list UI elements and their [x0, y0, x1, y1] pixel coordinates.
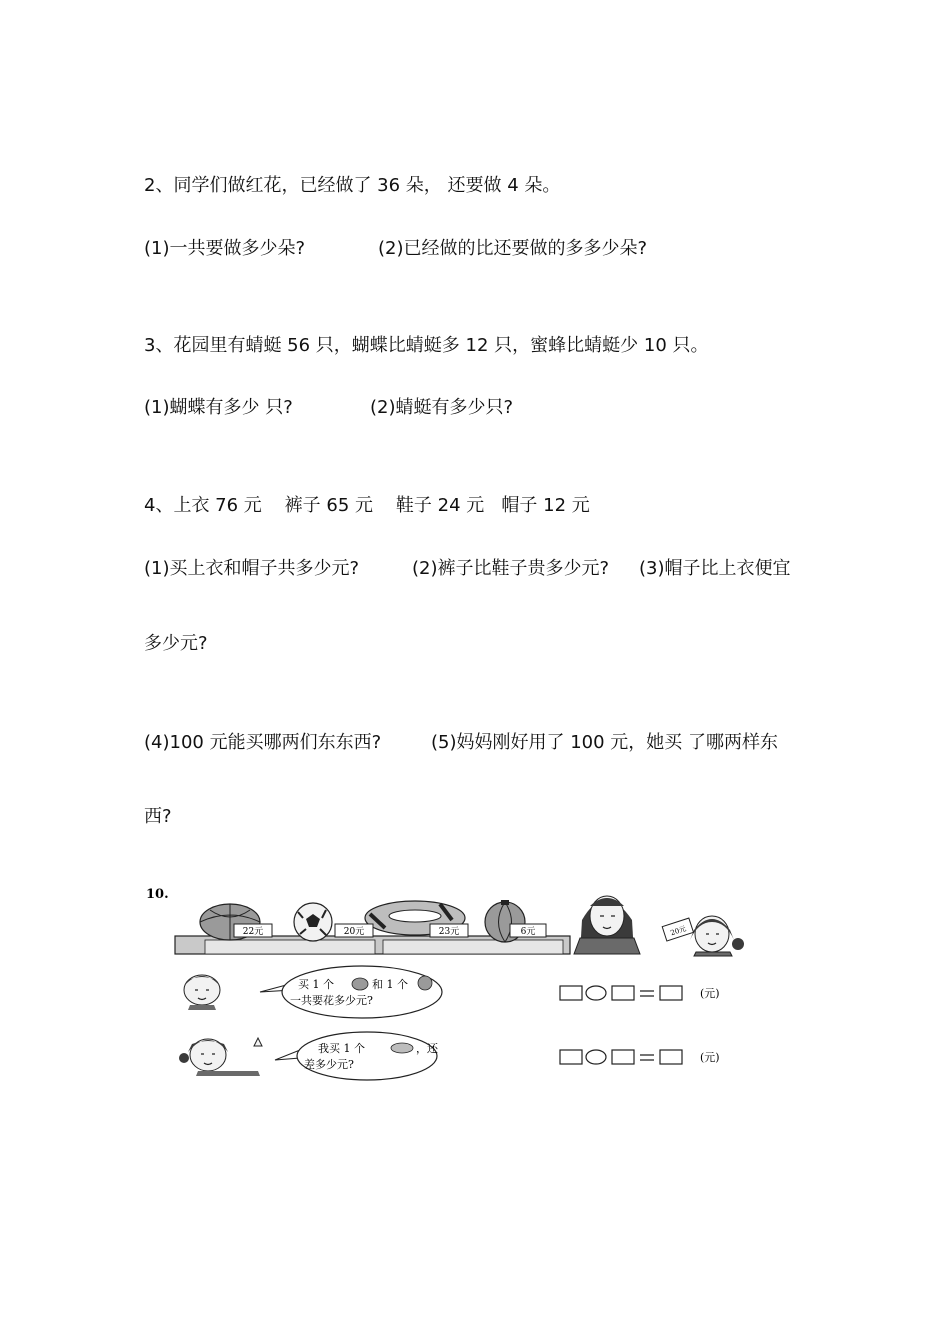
q3-sub2: (2)蜻蜓有多少只?: [370, 397, 514, 418]
girl-card-text: 20元: [669, 924, 688, 938]
answer-box[interactable]: [660, 986, 682, 1000]
beach-ball-icon: [418, 976, 432, 990]
answer-box[interactable]: [560, 986, 582, 1000]
unit-label: (元): [700, 987, 720, 1000]
answer-formula-2: [560, 1050, 720, 1064]
q3-sub1: (1)蝴蝶有多少 只?: [144, 397, 293, 418]
price-tag-soccer-ball: [335, 924, 373, 937]
price-label: 23元: [438, 927, 460, 937]
bubble1-text-b: 和 1 个: [372, 978, 408, 991]
bubble2-text-b: ，还: [416, 1042, 438, 1055]
q4-sub5-a: (5)妈妈刚好用了 100 元，她买 了哪两样东: [431, 732, 779, 753]
operator-circle[interactable]: [586, 1050, 606, 1064]
answer-formula-1: [560, 986, 720, 1000]
q4-stem: 4、上衣 76 元 裤子 65 元 鞋子 24 元 帽子 12 元: [144, 495, 590, 516]
price-label: 22元: [242, 927, 264, 937]
q4-sub3-a: (3)帽子比上衣便宜: [639, 558, 791, 579]
q4-sub3-b: 多少元?: [144, 633, 208, 654]
shopkeeper-figure: [574, 896, 640, 954]
unit-label: (元): [700, 1051, 720, 1064]
bubble1-text-line2: 一共要花多少元?: [290, 994, 373, 1007]
q2-sub1: (1)一共要做多少朵?: [144, 238, 306, 259]
answer-box[interactable]: [612, 986, 634, 1000]
price-tag-basketball: [234, 924, 272, 937]
answer-box[interactable]: [612, 1050, 634, 1064]
q2-sub2: (2)已经做的比还要做的多多少朵?: [378, 238, 648, 259]
operator-circle[interactable]: [586, 986, 606, 1000]
q10-number: 10.: [146, 887, 169, 902]
price-label: 20元: [343, 927, 365, 937]
q10-illustration: [140, 880, 780, 1090]
q4-sub1: (1)买上衣和帽子共多少元?: [144, 558, 360, 579]
soccer-ball-icon: [294, 903, 332, 941]
price-label: 6元: [520, 927, 536, 937]
girl-figure-2: [179, 1038, 262, 1076]
bubble1-text-a: 买 1 个: [298, 978, 334, 991]
price-tag-swim-ring: [430, 924, 468, 937]
speech-bubble-1: [260, 966, 442, 1018]
answer-box[interactable]: [660, 1050, 682, 1064]
q4-sub2: (2)裤子比鞋子贵多少元?: [412, 558, 610, 579]
bubble2-text-line2: 差多少元?: [304, 1058, 354, 1071]
q3-stem: 3、花园里有蜻蜓 56 只，蝴蝶比蜻蜓多 12 只，蜜蜂比蜻蜓少 10 只。: [144, 335, 709, 356]
q4-sub4: (4)100 元能买哪两们东东西?: [144, 732, 382, 753]
counter-panel-left: [205, 940, 375, 954]
girl-money-card: [662, 918, 693, 941]
swim-ring-icon: [391, 1043, 413, 1053]
basketball-icon: [352, 978, 368, 990]
answer-box[interactable]: [560, 1050, 582, 1064]
counter-panel-right: [383, 940, 563, 954]
speech-bubble-2: [275, 1032, 439, 1080]
price-tag-beach-ball: [510, 924, 546, 937]
bubble2-text-a: 我买 1 个: [318, 1042, 365, 1055]
q2-stem: 2、同学们做红花，已经做了 36 朵， 还要做 4 朵。: [144, 175, 561, 196]
q4-sub5-b: 西?: [144, 806, 172, 827]
girl-figure: [690, 916, 744, 956]
boy-figure: [184, 975, 220, 1010]
